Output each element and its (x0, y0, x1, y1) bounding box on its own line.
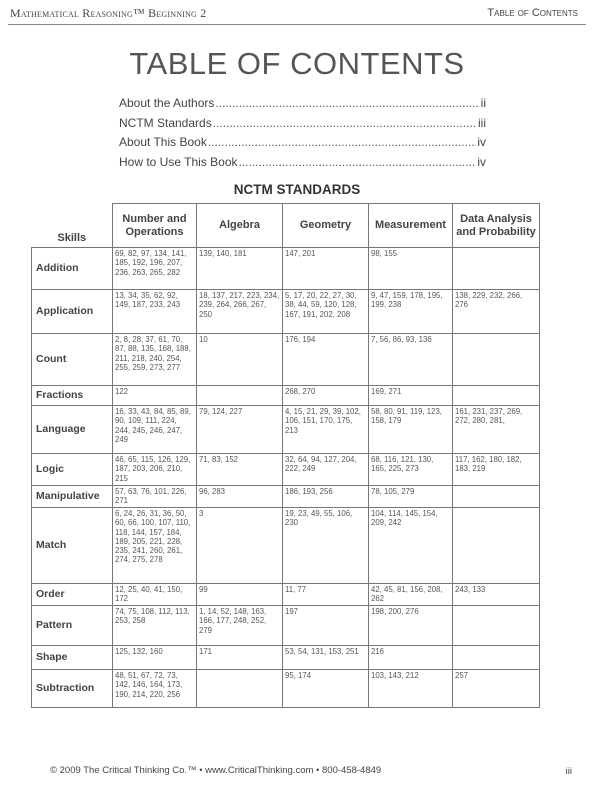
page-list-cell: 147, 201 (283, 248, 369, 290)
table-row (32, 486, 540, 508)
page-list-cell: 176, 194 (283, 334, 369, 386)
skill-label: Order (32, 584, 113, 606)
header-rule (8, 24, 586, 25)
page-list-cell (197, 386, 283, 406)
table-row (32, 606, 540, 646)
skill-label: Fractions (32, 386, 113, 406)
section-header: Table of Contents (487, 7, 578, 19)
page-list-cell: 96, 283 (197, 486, 283, 508)
page-list-cell: 268, 270 (283, 386, 369, 406)
toc-entry (119, 116, 486, 136)
footer-copyright: © 2009 The Critical Thinking Co.™ • www.CriticalThinking.com • 800-458-4849 (50, 765, 382, 776)
page-list-cell: 186, 193, 256 (283, 486, 369, 508)
page-list-cell (197, 670, 283, 708)
skill-label: Logic (32, 454, 113, 486)
page-list-cell: 95, 174 (283, 670, 369, 708)
column-header: Measurement (369, 204, 453, 248)
page-list-cell (453, 606, 540, 646)
skill-label: Application (32, 290, 113, 334)
page-list-cell: 12, 25, 40, 41, 150, 172 (113, 584, 197, 606)
page-list-cell: 257 (453, 670, 540, 708)
toc-label: About This Book (119, 135, 207, 149)
page-list-cell: 32, 64, 94, 127, 204, 222, 249 (283, 454, 369, 486)
page-list-cell: 79, 124, 227 (197, 406, 283, 454)
skill-label: Manipulative (32, 486, 113, 508)
page-list-cell: 13, 34, 35, 62, 92, 149, 187, 233, 243 (113, 290, 197, 334)
page-list-cell: 169, 271 (369, 386, 453, 406)
page-number: iii (565, 766, 572, 777)
page-list-cell: 216 (369, 646, 453, 670)
page-list-cell: 78, 105, 279 (369, 486, 453, 508)
page-list-cell: 103, 143, 212 (369, 670, 453, 708)
page-list-cell (453, 508, 540, 584)
page-list-cell: 197 (283, 606, 369, 646)
toc-entry (119, 96, 486, 116)
standards-title: NCTM STANDARDS (233, 182, 361, 197)
page-list-cell: 243, 133 (453, 584, 540, 606)
table-row (32, 646, 540, 670)
page-list-cell: 4, 15, 21, 29, 39, 102, 106, 151, 170, 175, 213 (283, 406, 369, 454)
skill-label: Count (32, 334, 113, 386)
column-header: Geometry (283, 204, 369, 248)
page-list-cell: 98, 155 (369, 248, 453, 290)
page-list-cell: 46, 65, 115, 126, 129, 187, 203, 206, 210, 215 (113, 454, 197, 486)
table-header-row (32, 204, 540, 248)
table-row (32, 584, 540, 606)
toc-entry (119, 155, 486, 175)
page-list-cell: 5, 17, 20, 22, 27, 30, 38, 44, 59, 120, 128, 167, 191, 202, 208 (283, 290, 369, 334)
page-list-cell: 74, 75, 108, 112, 113, 253, 258 (113, 606, 197, 646)
page-list-cell: 48, 51, 67, 72, 73, 142, 146, 164, 173, 190, 214, 220, 256 (113, 670, 197, 708)
page-list-cell: 117, 162, 180, 182, 183, 219 (453, 454, 540, 486)
page-title: TABLE OF CONTENTS (129, 46, 465, 81)
page-list-cell: 198, 200, 276 (369, 606, 453, 646)
page-list-cell: 57, 63, 76, 101, 226, 271 (113, 486, 197, 508)
page-list-cell: 99 (197, 584, 283, 606)
page-list-cell: 139, 140, 181 (197, 248, 283, 290)
page-list-cell (453, 486, 540, 508)
page-list-cell: 7, 56, 86, 93, 136 (369, 334, 453, 386)
page-list-cell: 53, 54, 131, 153, 251 (283, 646, 369, 670)
toc-leader (213, 116, 477, 130)
page-list-cell (453, 248, 540, 290)
skill-label: Shape (32, 646, 113, 670)
toc-label: About the Authors (119, 96, 215, 110)
column-header: Skills (57, 232, 87, 244)
table-row (32, 406, 540, 454)
toc-leader (208, 135, 476, 149)
toc-page: ii (480, 96, 486, 110)
standards-table (31, 203, 540, 708)
table-row (32, 334, 540, 386)
page-list-cell: 6, 24, 26, 31, 36, 50, 60, 66, 100, 107, 110, 118, 144, 157, 184, 189, 205, 221, 228, 235, 241, 260, 261, 274, 275, 278 (113, 508, 197, 584)
table-row (32, 670, 540, 708)
table-row (32, 386, 540, 406)
toc-page: iv (477, 135, 486, 149)
toc-label: How to Use This Book (119, 154, 238, 169)
skill-label: Pattern (32, 606, 113, 646)
page-list-cell (453, 386, 540, 406)
page-list-cell: 1, 14, 52, 148, 163, 166, 177, 248, 252, 279 (197, 606, 283, 646)
page-list-cell: 16, 33, 43, 84, 85, 89, 90, 109, 111, 224, 244, 245, 246, 247, 249 (113, 406, 197, 454)
page-list-cell: 69, 82, 97, 134, 141, 185, 192, 196, 207, 236, 263, 265, 282 (113, 248, 197, 290)
page-list-cell: 104, 114, 145, 154, 209, 242 (369, 508, 453, 584)
toc-page: iii (478, 115, 486, 130)
page-list-cell: 58, 80, 91, 119, 123, 158, 179 (369, 406, 453, 454)
page-list-cell: 18, 137, 217, 223, 234, 239, 264, 266, 267, 250 (197, 290, 283, 334)
page-list-cell: 11, 77 (283, 584, 369, 606)
toc-label: NCTM Standards (119, 115, 212, 130)
page-list-cell: 3 (197, 508, 283, 584)
table-row (32, 454, 540, 486)
skill-label: Language (32, 406, 113, 454)
page-list-cell: 9, 47, 159, 178, 195, 199, 238 (369, 290, 453, 334)
page-list-cell: 2, 8, 28, 37, 61, 70, 87, 88, 135, 168, 188, 211, 218, 240, 254, 255, 259, 273, 277 (113, 334, 197, 386)
page-list-cell (453, 646, 540, 670)
page-list-cell: 171 (197, 646, 283, 670)
skill-label: Subtraction (32, 670, 113, 708)
page-list-cell: 71, 83, 152 (197, 454, 283, 486)
page-list-cell: 10 (197, 334, 283, 386)
column-header: Algebra (197, 204, 283, 248)
table-row (32, 248, 540, 290)
toc-leader (239, 155, 477, 169)
toc-list (119, 96, 486, 174)
toc-entry (119, 135, 486, 155)
toc-leader (215, 96, 479, 110)
page-list-cell: 125, 132, 160 (113, 646, 197, 670)
column-header: Number and Operations (113, 204, 197, 248)
table-row (32, 508, 540, 584)
page-list-cell: 68, 116, 121, 130, 165, 225, 273 (369, 454, 453, 486)
skill-label: Addition (32, 248, 113, 290)
book-title: Mathematical Reasoning™ Beginning 2 (10, 6, 207, 20)
page-list-cell: 42, 45, 81, 156, 208, 262 (369, 584, 453, 606)
page-list-cell: 161, 231, 237, 269, 272, 280, 281, (453, 406, 540, 454)
page-list-cell: 19, 23, 49, 55, 106, 230 (283, 508, 369, 584)
table-row (32, 290, 540, 334)
page-list-cell: 138, 229, 232, 266, 276 (453, 290, 540, 334)
page-list-cell (453, 334, 540, 386)
page-list-cell: 122 (113, 386, 197, 406)
toc-page: iv (477, 154, 486, 169)
column-header: Data Analysis and Probability (453, 204, 540, 248)
skill-label: Match (32, 508, 113, 584)
